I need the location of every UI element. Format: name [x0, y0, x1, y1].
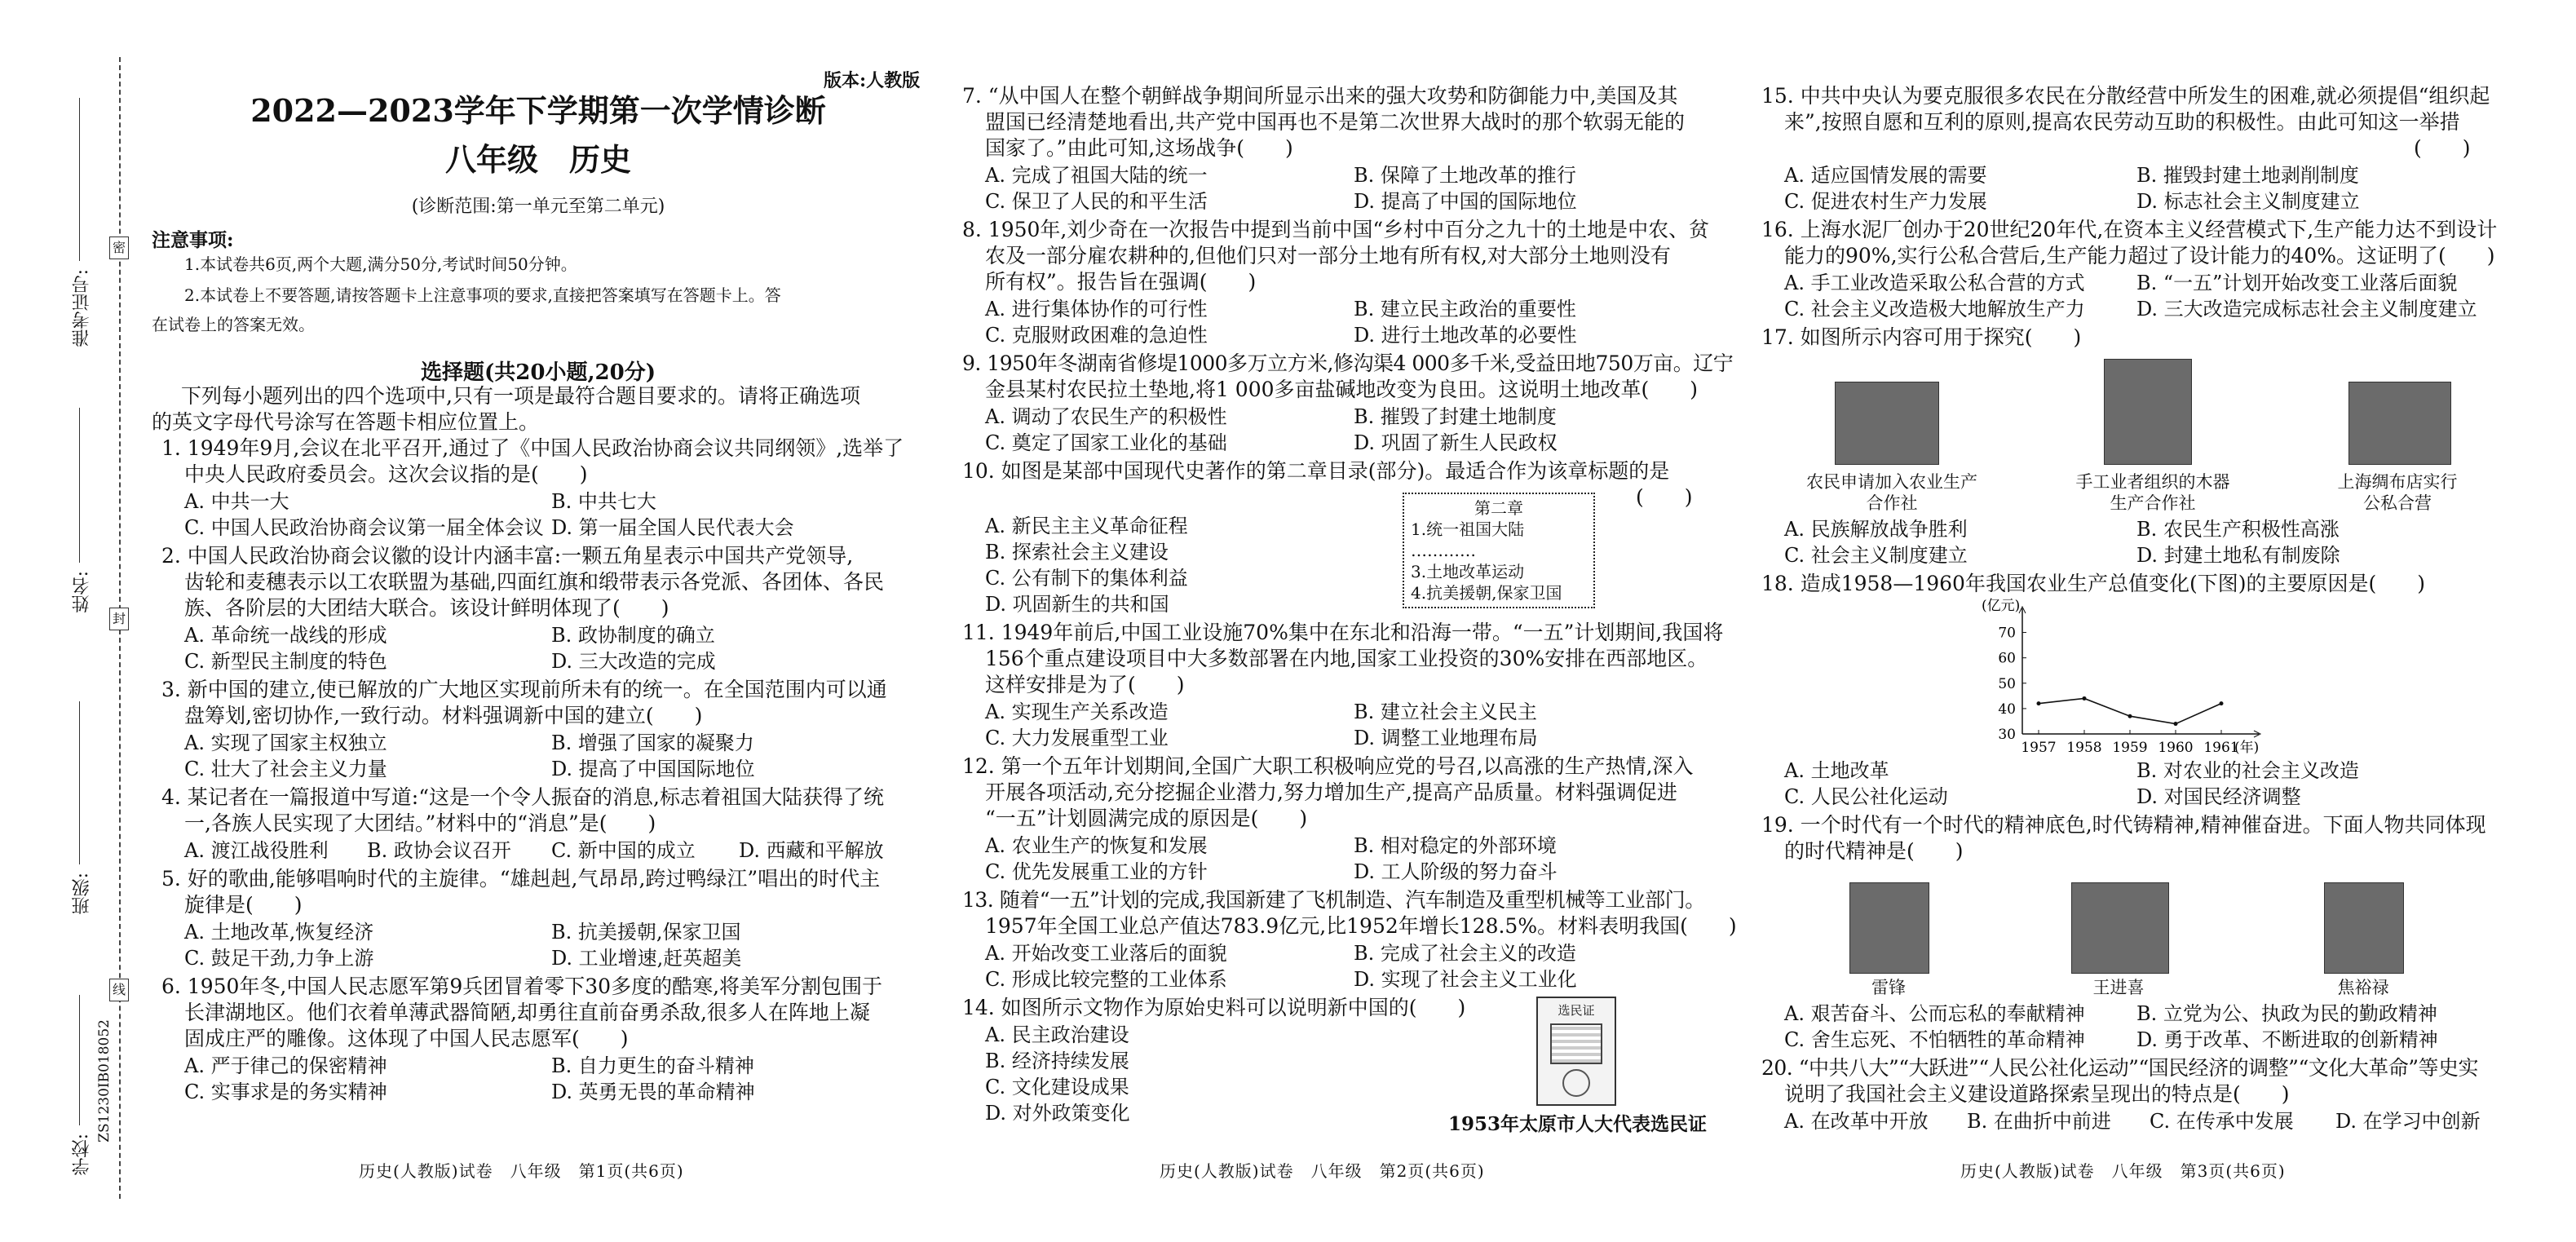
chart-data-point: [2174, 722, 2178, 726]
toc-title: 第二章: [1474, 498, 1523, 518]
q12-stem-2: 开展各项活动,充分挖掘企业潜力,努力增加生产,提高产品质量。材料强调促进: [985, 780, 1677, 804]
q19-option-b[interactable]: B. 立党为公、执政为民的勤政精神: [2136, 1002, 2437, 1025]
chart-y-tick-label: 40: [1998, 701, 2016, 718]
caption-shanghai-line-2: 公私合营: [2363, 493, 2432, 513]
toc-item-1: 1.统一祖国大陆: [1411, 519, 1525, 539]
q2-stem-1: 2. 中国人民政治协商会议徽的设计内涵丰富:一颗五角星表示中国共产党领导,: [161, 544, 854, 568]
photo-farmers-cooperative: [1835, 382, 1939, 465]
q13-option-b[interactable]: B. 完成了社会主义的改造: [1354, 942, 1576, 965]
q19-stem-2: 的时代精神是( ): [1784, 839, 1964, 863]
q2-option-c[interactable]: C. 新型民主制度的特色: [184, 650, 387, 673]
q10-option-d[interactable]: D. 巩固新生的共和国: [985, 593, 1169, 616]
q17-option-a[interactable]: A. 民族解放战争胜利: [1784, 518, 1968, 541]
q20-option-c[interactable]: C. 在传承中发展: [2150, 1110, 2294, 1133]
q18-option-b[interactable]: B. 对农业的社会主义改造: [2136, 759, 2359, 782]
section-intro-2: 的英文字母代号涂写在答题卡相应位置上。: [152, 410, 540, 434]
caption-farmers-line-1: 农民申请加入农业生产: [1806, 472, 1977, 492]
caption-shanghai: [2308, 471, 2487, 514]
q5-stem-2: 旋律是( ): [184, 893, 303, 917]
q11-option-a[interactable]: A. 实现生产关系改造: [985, 701, 1169, 723]
q12-option-d[interactable]: D. 工人阶级的努力奋斗: [1354, 860, 1558, 883]
q13-stem-1: 13. 随着“一五”计划的完成,我国新建了飞机制造、汽车制造及重型机械等工业部门。: [962, 888, 1705, 912]
q1-option-c[interactable]: C. 中国人民政治协商会议第一届全体会议: [184, 516, 544, 539]
q15-option-b[interactable]: B. 摧毁封建土地剥削制度: [2136, 164, 2359, 187]
notice-2a: 2.本试卷上不要答题,请按答题卡上注意事项的要求,直接把答案填写在答题卡上。答: [184, 285, 781, 305]
q18-option-d[interactable]: D. 对国民经济调整: [2136, 785, 2301, 808]
q1-option-a[interactable]: A. 中共一大: [184, 490, 289, 513]
voter-certificate-image: [1536, 997, 1616, 1106]
notice-2b: 在试卷上的答案无效。: [152, 315, 315, 334]
name-line[interactable]: [79, 408, 80, 563]
q12-stem-1: 12. 第一个五年计划期间,全国广大职工积极响应党的号召,以高涨的生产热情,深入: [962, 754, 1694, 778]
voter-cert-body: [1550, 1023, 1602, 1064]
section-intro-1: 下列每小题列出的四个选项中,只有一项是最符合题目要求的。请将正确选项: [181, 384, 860, 408]
q2-option-a[interactable]: A. 革命统一战线的形成: [184, 624, 387, 647]
q20-option-b[interactable]: B. 在曲折中前进: [1967, 1110, 2111, 1133]
q20-stem-2: 说明了我国社会主义建设道路探索呈现出的特点是( ): [1784, 1082, 2290, 1106]
q7-stem-1: 7. “从中国人在整个朝鲜战争期间所显示出来的强大攻势和防御能力中,美国及其: [962, 84, 1678, 108]
q9-option-b[interactable]: B. 摧毁了封建土地制度: [1354, 405, 1557, 428]
toc-item-2: …………: [1411, 541, 1476, 560]
q6-option-c[interactable]: C. 实事求是的务实精神: [184, 1081, 387, 1103]
exam-scope: (诊断范围:第一单元至第二单元): [411, 197, 665, 217]
q4-stem-1: 4. 某记者在一篇报道中写道:“这是一个令人振奋的消息,标志着祖国大陆获得了统: [161, 785, 884, 809]
q7-stem-3: 国家了。”由此可知,这场战争( ): [985, 136, 1293, 160]
toc-item-3: 3.土地改革运动: [1411, 562, 1525, 581]
q8-option-c[interactable]: C. 克服财政困难的急迫性: [985, 324, 1208, 347]
q9-stem-1: 9. 1950年冬湖南省修堤1000多万立方米,修沟渠4 000多千米,受益田地750万亩。辽宁: [962, 351, 1734, 375]
q14-stem-1: 14. 如图所示文物作为原始史料可以说明新中国的( ): [962, 996, 1466, 1019]
q7-option-b[interactable]: B. 保障了土地改革的推行: [1354, 164, 1576, 187]
chart-y-label: (亿元): [1982, 598, 2021, 614]
q15-option-d[interactable]: D. 标志社会主义制度建立: [2136, 190, 2360, 213]
footer-page-1: 历史(人教版)试卷 八年级 第1页(共6页): [359, 1161, 684, 1181]
q10-stem-2: ( ): [1636, 485, 1693, 509]
chart-y-tick-label: 60: [1998, 650, 2016, 667]
q5-option-b[interactable]: B. 抗美援朝,保家卫国: [551, 921, 741, 944]
q17-option-b[interactable]: B. 农民生产积极性高涨: [2136, 518, 2340, 541]
q17-option-d[interactable]: D. 封建土地私有制废除: [2136, 544, 2340, 567]
q18-option-a[interactable]: A. 土地改革: [1784, 759, 1889, 782]
q15-option-a[interactable]: A. 适应国情发展的需要: [1784, 164, 1987, 187]
caption-wang-jinxi: 王进喜: [2092, 978, 2145, 997]
q2-option-d[interactable]: D. 三大改造的完成: [551, 650, 716, 673]
photo-jiao-yulu: [2324, 882, 2404, 974]
q6-option-b[interactable]: B. 自力更生的奋斗精神: [551, 1054, 754, 1077]
q2-stem-3: 族、各阶层的大团结大联合。该设计鲜明体现了( ): [184, 596, 669, 620]
q4-option-c[interactable]: C. 新中国的成立: [551, 839, 696, 862]
chart-x-tick-label: 1960: [2158, 740, 2194, 756]
chart-series-line: [2039, 698, 2221, 723]
q10-option-c[interactable]: C. 公有制下的集体利益: [985, 567, 1188, 590]
caption-farmers-line-2: 合作社: [1866, 493, 1918, 513]
q8-option-b[interactable]: B. 建立民主政治的重要性: [1354, 298, 1576, 320]
chart-x-tick-label: 1961: [2203, 740, 2239, 756]
q13-option-c[interactable]: C. 形成比较完整的工业体系: [985, 968, 1227, 991]
q1-stem-1: 1. 1949年9月,会议在北平召开,通过了《中国人民政治协商会议共同纲领》,选举了: [161, 436, 904, 460]
q8-stem-2: 农及一部分雇农耕种的,但他们只对一部分土地有所有权,对大部分土地则没有: [985, 244, 1671, 267]
q1-option-d[interactable]: D. 第一届全国人民代表大会: [551, 516, 794, 539]
q16-stem-2: 能力的90%,实行公私合营后,生产能力超过了设计能力的40%。这证明了( ): [1784, 244, 2495, 267]
q16-option-c[interactable]: C. 社会主义改造极大地解放生产力: [1784, 298, 2085, 320]
caption-lei-feng: 雷锋: [1871, 978, 1906, 997]
q19-stem-1: 19. 一个时代有一个时代的精神底色,时代铸精神,精神催奋进。下面人物共同体现: [1761, 813, 2486, 837]
q3-stem-1: 3. 新中国的建立,使已解放的广大地区实现前所未有的统一。在全国范围内可以通: [161, 678, 887, 701]
q11-option-d[interactable]: D. 调整工业地理布局: [1354, 727, 1538, 749]
q7-option-a[interactable]: A. 完成了祖国大陆的统一: [985, 164, 1208, 187]
q19-option-a[interactable]: A. 艰苦奋斗、公而忘私的奉献精神: [1784, 1002, 2085, 1025]
q6-stem-3: 固成庄严的雕像。这体现了中国人民志愿军( ): [184, 1027, 629, 1050]
q4-option-d[interactable]: D. 西藏和平解放: [739, 839, 884, 862]
q13-option-d[interactable]: D. 实现了社会主义工业化: [1354, 968, 1577, 991]
q11-stem-1: 11. 1949年前后,中国工业设施70%集中在东北和沿海一带。“一五”计划期间,我国将: [962, 621, 1724, 644]
chart-y-tick-label: 50: [1998, 675, 2016, 692]
q5-option-d[interactable]: D. 工业增速,赶英超美: [551, 947, 742, 970]
voter-cert-caption: 1953年太原市人大代表选民证: [1448, 1113, 1708, 1135]
q9-stem-2: 金县某村农民拉土垫地,将1 000多亩盐碱地改变为良田。这说明土地改革( ): [985, 378, 1699, 401]
chart-y-tick-label: 30: [1998, 727, 2016, 743]
q14-option-d[interactable]: D. 对外政策变化: [985, 1102, 1130, 1125]
q3-stem-2: 盘筹划,密切协作,一致行动。材料强调新中国的建立( ): [184, 704, 703, 727]
q7-option-c[interactable]: C. 保卫了人民的和平生活: [985, 190, 1208, 213]
q4-stem-2: 一,各族人民实现了大团结。”材料中的“消息”是( ): [184, 811, 656, 835]
seal-char-2: 封: [109, 608, 129, 630]
chart-ticks: [1998, 625, 2238, 756]
q16-stem-1: 16. 上海水泥厂创办于20世纪20年代,在资本主义经营模式下,生产能力达不到设计: [1761, 218, 2498, 241]
q16-option-d[interactable]: D. 三大改造完成标志社会主义制度建立: [2136, 298, 2477, 320]
q6-stem-1: 6. 1950年冬,中国人民志愿军第9兵团冒着零下30多度的酷寒,将美军分割包围于: [161, 975, 883, 998]
q15-stem-2: 来”,按照自愿和互利的原则,提高农民劳动互助的积极性。由此可知这一举措: [1784, 110, 2460, 134]
q12-option-c[interactable]: C. 优先发展重工业的方针: [985, 860, 1208, 883]
q20-option-d[interactable]: D. 在学习中创新: [2335, 1110, 2481, 1133]
q8-stem-1: 8. 1950年,刘少奇在一次报告中提到当前中国“乡村中百分之九十的土地是中农、贫: [962, 218, 1710, 241]
ticket-number-line[interactable]: [79, 98, 80, 261]
exam-title: 2022—2023学年下学期第一次学情诊断: [250, 92, 826, 129]
q8-option-d[interactable]: D. 进行土地改革的必要性: [1354, 324, 1577, 347]
q20-option-a[interactable]: A. 在改革中开放: [1784, 1110, 1929, 1133]
toc-item-4: 4.抗美援朝,保家卫国: [1411, 583, 1562, 603]
edition-label: 版本:人教版: [824, 70, 921, 91]
q19-option-d[interactable]: D. 勇于改革、不断进取的创新精神: [2136, 1028, 2438, 1051]
chart-x-tick-label: 1958: [2066, 740, 2102, 756]
q17-stem-1: 17. 如图所示内容可用于探究( ): [1761, 325, 2082, 349]
q11-stem-3: 这样安排是为了( ): [985, 673, 1185, 696]
q16-option-b[interactable]: B. “一五”计划开始改变工业落后面貌: [2136, 272, 2458, 294]
q18-stem-1: 18. 造成1958—1960年我国农业生产总值变化(下图)的主要原因是( ): [1761, 572, 2425, 595]
q17-option-c[interactable]: C. 社会主义制度建立: [1784, 544, 1968, 567]
q10-option-a[interactable]: A. 新民主主义革命征程: [985, 515, 1188, 537]
q6-option-a[interactable]: A. 严于律己的保密精神: [184, 1054, 387, 1077]
q6-stem-2: 长津湖地区。他们衣着单薄武器简陋,却勇往直前奋勇杀敌,很多人在阵地上凝: [184, 1001, 870, 1024]
q20-stem-1: 20. “中共八大”“大跃进”“人民公社化运动”“国民经济的调整”“文化大革命”等史实: [1761, 1056, 2479, 1080]
q8-stem-3: 所有权”。报告旨在强调( ): [985, 270, 1257, 294]
ticket-number-label: 准考证号:: [72, 269, 92, 347]
q8-option-a[interactable]: A. 进行集体协作的可行性: [985, 298, 1208, 320]
name-label: 姓名:: [72, 571, 92, 613]
exam-subtitle: 八年级 历史: [444, 141, 631, 178]
chapter-toc-box: [1403, 493, 1595, 608]
q3-option-a[interactable]: A. 实现了国家主权独立: [184, 731, 387, 754]
q3-option-d[interactable]: D. 提高了中国国际地位: [551, 758, 755, 780]
q15-option-c[interactable]: C. 促进农村生产力发展: [1784, 190, 1987, 213]
caption-jiao-yulu: 焦裕禄: [2337, 978, 2389, 997]
q3-option-b[interactable]: B. 增强了国家的凝聚力: [551, 731, 754, 754]
q1-option-b[interactable]: B. 中共七大: [551, 490, 656, 513]
voter-cert-stamp: [1562, 1069, 1590, 1097]
q12-option-b[interactable]: B. 相对稳定的外部环境: [1354, 834, 1557, 857]
q4-option-a[interactable]: A. 渡江战役胜利: [184, 839, 329, 862]
q5-stem-1: 5. 好的歌曲,能够唱响时代的主旋律。“雄赳赳,气昂昂,跨过鸭绿江”唱出的时代主: [161, 867, 881, 891]
notice-title: 注意事项:: [152, 229, 234, 251]
footer-page-3: 历史(人教版)试卷 八年级 第3页(共6页): [1960, 1161, 2286, 1181]
q14-option-b[interactable]: B. 经济持续发展: [985, 1050, 1129, 1072]
voter-cert-label: 选民证: [1558, 1003, 1595, 1018]
q10-stem-1: 10. 如图是某部中国现代史著作的第二章目录(部分)。最适合作为该章标题的是: [962, 459, 1670, 483]
q2-option-b[interactable]: B. 政协制度的确立: [551, 624, 715, 647]
q1-stem-2: 中央人民政府委员会。这次会议指的是( ): [184, 462, 588, 486]
q13-stem-2: 1957年全国工业总产值达783.9亿元,比1952年增长128.5%。材料表明我国( ): [985, 914, 1737, 938]
chart-data-point: [2083, 696, 2087, 701]
chart-x-tick-label: 1959: [2112, 740, 2148, 756]
school-line[interactable]: [79, 995, 80, 1125]
class-line[interactable]: [79, 701, 80, 864]
photo-wang-jinxi: [2071, 882, 2169, 974]
seal-char-1: 密: [109, 236, 129, 259]
q9-option-d[interactable]: D. 巩固了新生人民政权: [1354, 431, 1558, 454]
q15-stem-3: ( ): [2414, 136, 2471, 160]
q15-stem-1: 15. 中共中央认为要克服很多农民在分散经营中所发生的困难,就必须提倡“组织起: [1761, 84, 2490, 108]
chart-data-point: [2128, 714, 2132, 718]
photo-lei-feng: [1849, 882, 1929, 974]
chart-data-point: [2220, 701, 2224, 705]
q19-option-c[interactable]: C. 舍生忘死、不怕牺牲的革命精神: [1784, 1028, 2085, 1051]
q18-option-c[interactable]: C. 人民公社化运动: [1784, 785, 1948, 808]
chart-data-point: [2037, 701, 2041, 705]
q11-stem-2: 156个重点建设项目中大多数部署在内地,国家工业投资的30%安排在西部地区。: [985, 647, 1708, 670]
caption-handicraft: [2055, 471, 2251, 514]
paper-code: ZS1230IB018052: [96, 1019, 113, 1143]
photo-shanghai-store: [2348, 382, 2451, 465]
q13-option-a[interactable]: A. 开始改变工业落后的面貌: [985, 942, 1227, 965]
q5-option-a[interactable]: A. 土地改革,恢复经济: [184, 921, 374, 944]
q9-option-a[interactable]: A. 调动了农民生产的积极性: [985, 405, 1227, 428]
section-title: 选择题(共20小题,20分): [420, 360, 656, 385]
q12-stem-3: “一五”计划圆满完成的原因是( ): [985, 807, 1308, 830]
caption-handicraft-line-2: 生产合作社: [2110, 493, 2196, 513]
q12-option-a[interactable]: A. 农业生产的恢复和发展: [985, 834, 1208, 857]
photo-handicraft-cooperative: [2104, 359, 2192, 465]
q5-option-c[interactable]: C. 鼓足干劲,力争上游: [184, 947, 374, 970]
caption-farmers: [1794, 471, 1990, 514]
q7-stem-2: 盟国已经清楚地看出,共产党中国再也不是第二次世界大战时的那个软弱无能的: [985, 110, 1685, 134]
chart-x-tick-label: 1957: [2021, 740, 2057, 756]
q14-option-c[interactable]: C. 文化建设成果: [985, 1076, 1129, 1098]
q16-option-a[interactable]: A. 手工业改造采取公私合营的方式: [1784, 272, 2085, 294]
caption-shanghai-line-1: 上海绸布店实行: [2337, 472, 2458, 492]
school-label: 学校:: [72, 1134, 92, 1176]
q6-option-d[interactable]: D. 英勇无畏的革命精神: [551, 1081, 755, 1103]
q4-option-b[interactable]: B. 政协会议召开: [367, 839, 511, 862]
chart-y-tick-label: 70: [1998, 625, 2016, 642]
q10-option-b[interactable]: B. 探索社会主义建设: [985, 541, 1169, 564]
agri-output-chart: [1973, 595, 2283, 767]
q9-option-c[interactable]: C. 奠定了国家工业化的基础: [985, 431, 1227, 454]
seal-char-3: 线: [109, 979, 129, 1001]
q2-stem-2: 齿轮和麦穗表示以工农联盟为基础,四面红旗和缎带表示各党派、各团体、各民: [184, 570, 884, 594]
q11-option-c[interactable]: C. 大力发展重型工业: [985, 727, 1169, 749]
q7-option-d[interactable]: D. 提高了中国的国际地位: [1354, 190, 1577, 213]
caption-handicraft-line-1: 手工业者组织的木器: [2075, 472, 2230, 492]
q14-option-a[interactable]: A. 民主政治建设: [985, 1023, 1129, 1046]
class-label: 班级:: [72, 873, 92, 915]
chart-x-label: (年): [2234, 740, 2260, 756]
q11-option-b[interactable]: B. 建立社会主义民主: [1354, 701, 1537, 723]
q3-option-c[interactable]: C. 壮大了社会主义力量: [184, 758, 387, 780]
footer-page-2: 历史(人教版)试卷 八年级 第2页(共6页): [1160, 1161, 1485, 1181]
notice-1: 1.本试卷共6页,两个大题,满分50分,考试时间50分钟。: [184, 254, 577, 274]
